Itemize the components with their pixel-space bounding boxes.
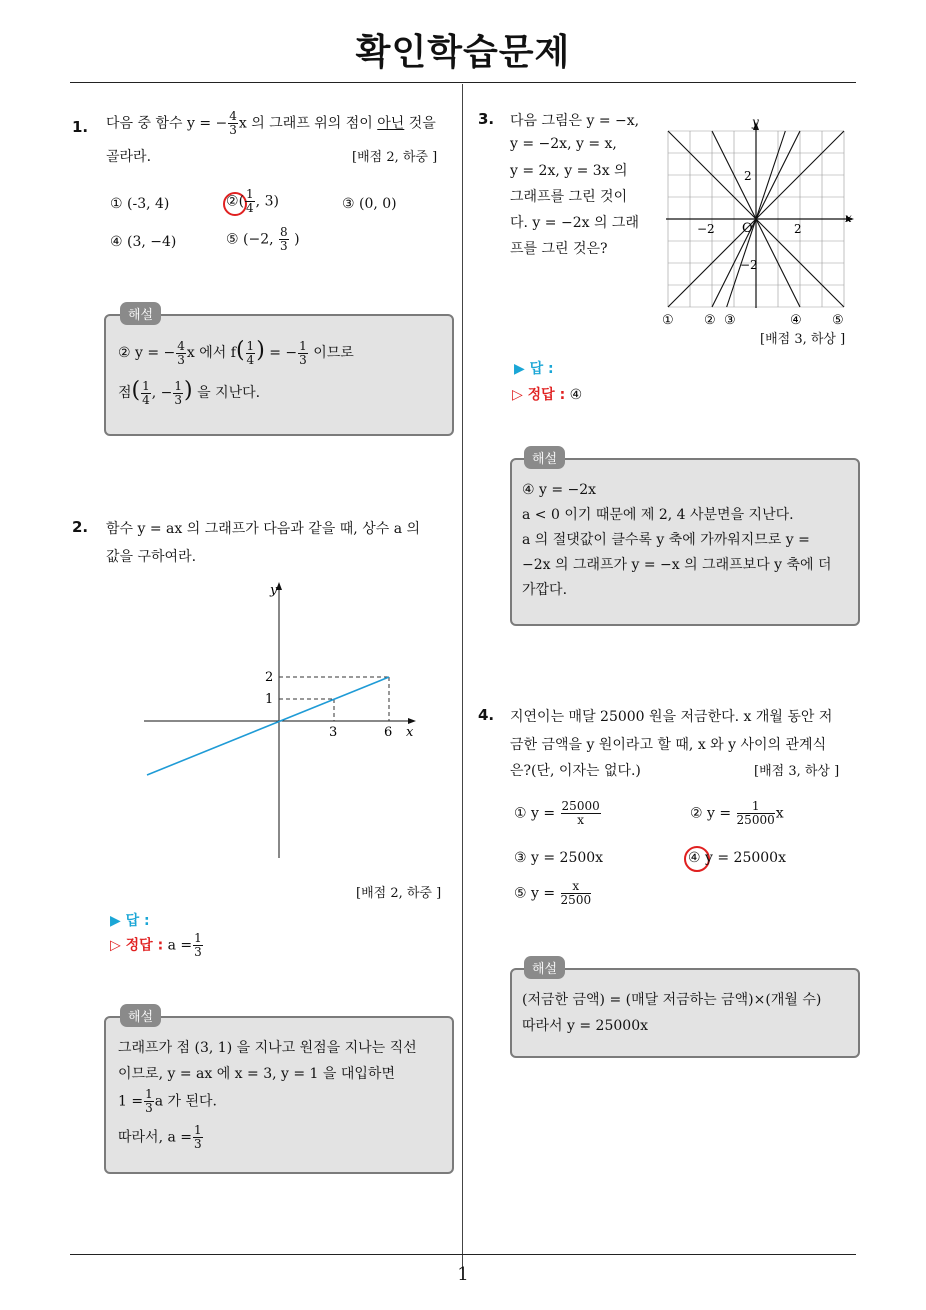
correct-label: ▷ 정답 :	[110, 937, 164, 954]
text: 다음 중 함수	[106, 115, 183, 132]
column-divider	[462, 84, 463, 1270]
option-number: ②	[226, 193, 239, 210]
correct-label: ▷ 정답 :	[512, 387, 566, 403]
option-3[interactable]: ③ y = 2500x	[514, 850, 604, 866]
fraction: $\frac{1}{3}$	[194, 931, 202, 959]
score-label: [배점 2, 하중 ]	[352, 150, 438, 165]
correct-value: ④	[569, 387, 583, 403]
fraction: $\frac{1}{4}$	[246, 187, 254, 215]
y-tick-label: −2	[740, 258, 758, 272]
question-text-line2: 골라라.	[106, 149, 152, 165]
option-2[interactable]: ②( $\frac{1}{4}$ , 3)	[226, 187, 279, 215]
graph-choice-2: ②	[704, 313, 716, 328]
graph-choice-5: ⑤	[832, 313, 844, 328]
x-tick-label: −2	[697, 222, 715, 236]
explanation-line-2: a < 0 이기 때문에 제 2, 4 사분면을 지난다.	[522, 507, 794, 523]
score-label: [배점 3, 하상 ]	[754, 764, 840, 779]
equation: a =	[167, 937, 193, 954]
explanation-line-1: 그래프가 점 (3, 1) 을 지나고 원점을 지나는 직선	[118, 1040, 417, 1056]
question-line-2: y = −2x, y = x,	[510, 136, 617, 152]
y-tick-label: 1	[265, 692, 274, 707]
explanation-box	[510, 968, 860, 1058]
text: , 3)	[255, 193, 279, 210]
multi-line-graph	[656, 112, 860, 330]
x-tick-label: 6	[384, 725, 393, 740]
question-line-5: 다. y = −2x 의 그래	[510, 215, 639, 231]
question-number: 4.	[478, 706, 495, 724]
y-tick-label: 2	[744, 169, 752, 183]
text: 것을	[408, 115, 436, 132]
question-text: 함수 y = ax 의 그래프가 다음과 같을 때, 상수 a 의	[106, 521, 421, 537]
option-2[interactable]: ② y = $\frac{1}{25000}$ x	[690, 799, 784, 827]
option-3[interactable]: ③ (0, 0)	[342, 196, 397, 212]
x-axis-label: x	[406, 725, 414, 740]
explanation-line-5: 가깝다.	[522, 582, 568, 598]
question-line-4: 그래프를 그린 것이	[510, 189, 628, 205]
answer-label: ▶ 답 :	[514, 361, 554, 377]
explanation-line-1: ④ y = −2x	[522, 482, 597, 498]
page-title: 확인학습문제	[355, 32, 571, 73]
explanation-box	[104, 314, 454, 436]
question-number: 2.	[72, 518, 89, 536]
explanation-line-3: a 의 절댓값이 클수록 y 축에 가까워지므로 y =	[522, 532, 810, 548]
explanation-line-2: 점( $\frac{1}{4}$ , − $\frac{1}{3}$ ) 을 지난다.	[118, 378, 261, 407]
underlined-word: 아닌	[377, 115, 405, 132]
option-1[interactable]: ① (-3, 4)	[110, 196, 170, 212]
explanation-line-2: 따라서 y = 25000x	[522, 1018, 648, 1034]
header-rule	[70, 82, 856, 83]
question-number: 1.	[72, 118, 89, 136]
x-tick-label: 3	[329, 725, 338, 740]
option-5[interactable]: ⑤ y = $\frac{x}{2500}$	[514, 879, 592, 907]
question-number: 3.	[478, 110, 495, 128]
explanation-line-2: 이므로, y = ax 에 x = 3, y = 1 을 대입하면	[118, 1066, 395, 1082]
graph-choice-4: ④	[790, 313, 802, 328]
fraction: $\frac{4}{3}$	[229, 109, 237, 137]
x-axis-arrow	[408, 718, 416, 724]
x-axis-label: x	[845, 211, 852, 225]
option-5[interactable]: ⑤ (−2, $\frac{8}{3}$ )	[226, 225, 300, 253]
option-4[interactable]: ④ (3, −4)	[110, 234, 177, 250]
explanation-line-1: (저금한 금액) = (매달 저금하는 금액)×(개월 수)	[522, 992, 822, 1008]
option-4[interactable]: ④ y = 25000x	[688, 850, 786, 866]
explanation-tag: 해설	[524, 446, 565, 469]
correct-answer	[110, 932, 204, 959]
score-label: [배점 3, 하상 ]	[760, 332, 846, 347]
question-text-line2: 값을 구하여라.	[106, 549, 197, 565]
explanation-tag: 해설	[524, 956, 565, 979]
graph-choice-1: ①	[662, 313, 674, 328]
question-line-6: 프를 그린 것은?	[510, 241, 608, 257]
score-label: [배점 2, 하중 ]	[356, 886, 442, 901]
option-text: ⑤ (−2,	[226, 231, 274, 248]
explanation-line-4: 따라서, a = $\frac{1}{3}$	[118, 1123, 202, 1151]
y-axis-label: y	[752, 115, 759, 129]
explanation-line-4: −2x 의 그래프가 y = −x 의 그래프보다 y 축에 더	[522, 557, 832, 573]
question-text	[106, 110, 436, 137]
correct-answer	[512, 384, 582, 404]
y-tick-label: 2	[265, 670, 274, 685]
answer-label: ▶ 답 :	[110, 913, 150, 929]
explanation-line-1: ② y = − $\frac{4}{3}$ x 에서 f( $\frac{1}{4}$ ) = − $\frac{1}{3}$ 이므로	[118, 338, 354, 367]
explanation-tag: 해설	[120, 302, 161, 325]
linear-graph	[140, 578, 430, 868]
y-axis-label: y	[270, 583, 278, 598]
page-number: 1	[457, 1264, 469, 1285]
question-line-1: 지연이는 매달 25000 원을 저금한다. x 개월 동안 저	[510, 709, 833, 725]
question-line-3: y = 2x, y = 3x 의	[510, 163, 628, 179]
text: x 의 그래프 위의 점이	[238, 115, 373, 132]
explanation-tag: 해설	[120, 1004, 161, 1027]
equation: y = −	[186, 115, 228, 132]
footer-rule	[70, 1254, 856, 1255]
question-line-3: 은?(단, 이자는 없다.)	[510, 763, 641, 779]
graph-choice-3: ③	[724, 313, 736, 328]
fraction: $\frac{8}{3}$	[280, 225, 288, 253]
option-1[interactable]: ① y = $\frac{25000}{x}$	[514, 799, 600, 827]
explanation-line-3: 1 = $\frac{1}{3}$ a 가 된다.	[118, 1087, 218, 1115]
x-tick-label: 2	[794, 222, 802, 236]
origin-label: O	[742, 221, 753, 236]
question-line-1: 다음 그림은 y = −x,	[510, 113, 640, 129]
question-line-2: 금한 금액을 y 원이라고 할 때, x 와 y 사이의 관계식	[510, 737, 827, 753]
